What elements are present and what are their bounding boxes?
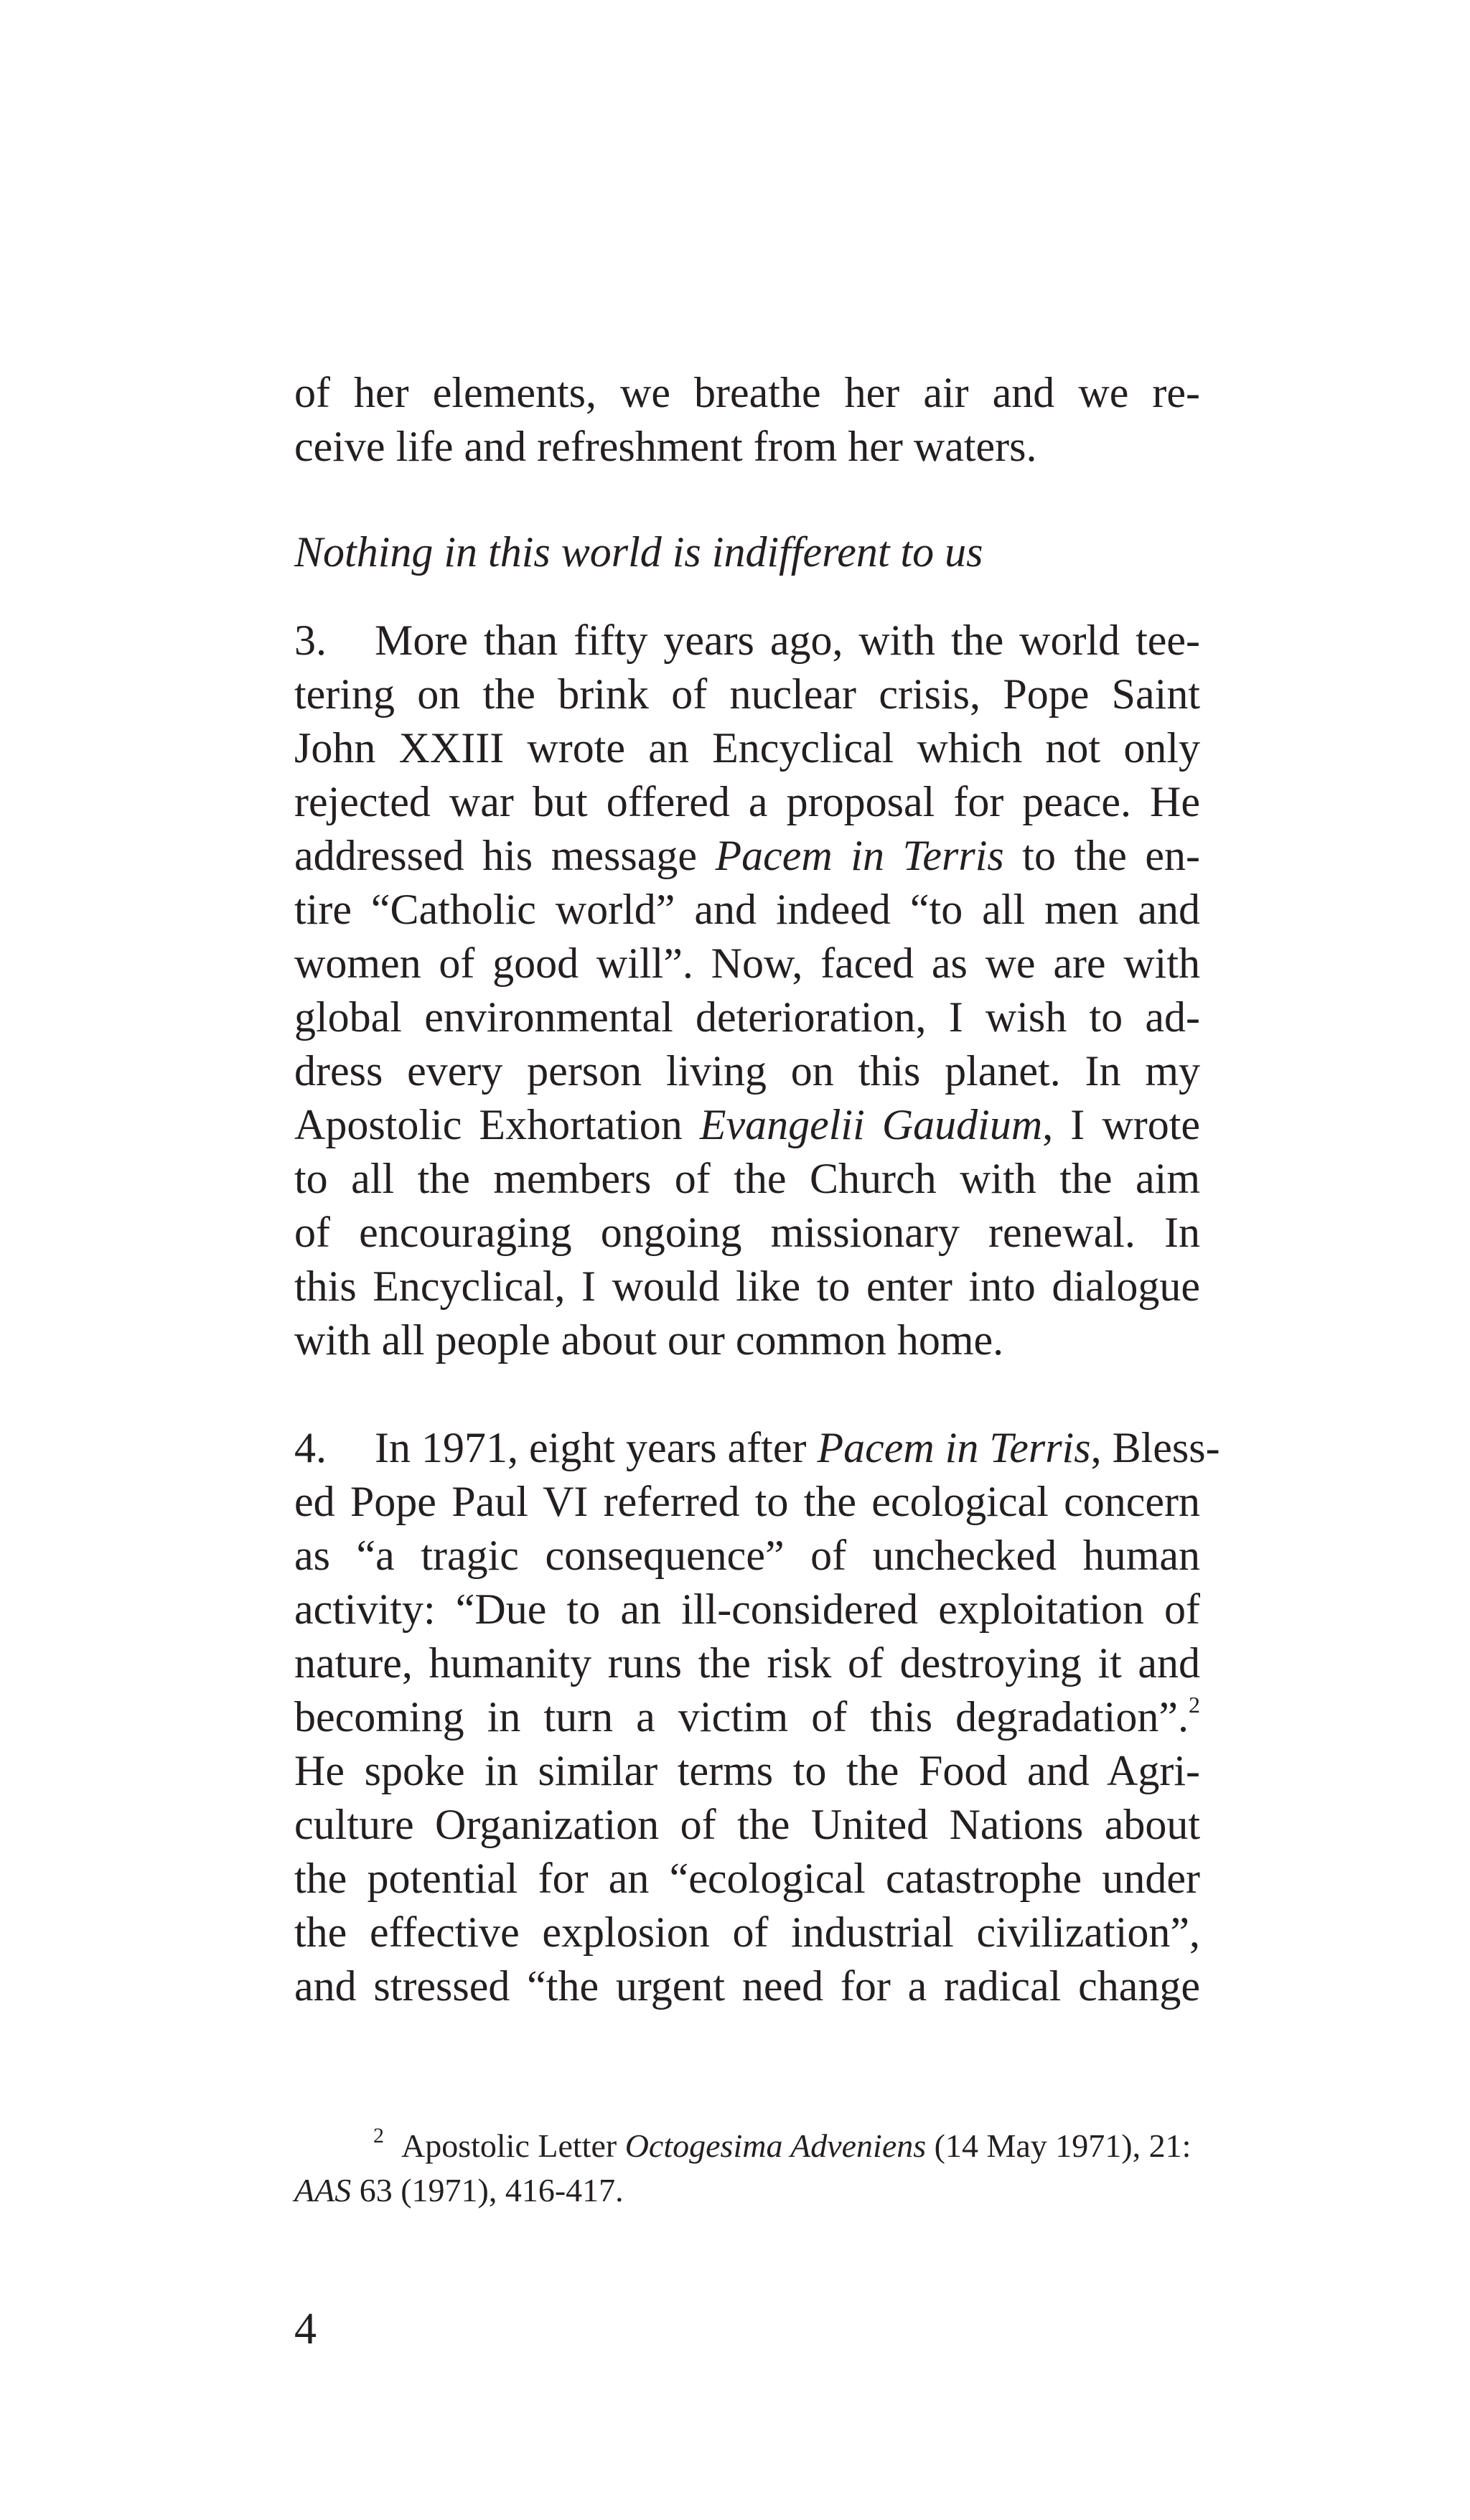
text-line [294, 1098, 1200, 1152]
text-line: with all people about our common home. [294, 1316, 1004, 1364]
paragraph-3 [294, 614, 1200, 1367]
footnote-line [294, 2168, 1200, 2213]
text-line: as “a tragic consequence” of unchecked human [294, 1532, 1200, 1579]
text-line: culture Organization of the United Nations about [294, 1801, 1200, 1848]
text-run: (14 May 1971), 21: [926, 2127, 1192, 2164]
text-line: to all the members of the Church with the aim [294, 1155, 1200, 1202]
text-line: and stressed “the urgent need for a radical change [294, 1962, 1200, 2010]
text-line: activity: “Due to an ill-considered exploitation of [294, 1585, 1200, 1633]
work-title: Octogesima Adveniens [624, 2127, 927, 2164]
text-line: ceive life and refreshment from her waters. [294, 423, 1037, 470]
text-line: global environmental deterioration, I wish to ad- [294, 993, 1200, 1041]
journal-abbreviation: AAS [294, 2172, 352, 2208]
paragraph-number: 4. [294, 1424, 327, 1471]
text-run: addressed his message [294, 832, 716, 879]
text-run: In 1971, eight years after [375, 1424, 818, 1471]
paragraph-4 [294, 1421, 1220, 2013]
footnote [294, 2124, 1200, 2213]
text-line [294, 1421, 1220, 1475]
text-line: women of good will”. Now, faced as we are with [294, 940, 1200, 987]
work-title: Evangelii Gaudium [699, 1101, 1043, 1148]
text-line: rejected war but offered a proposal for peace. He [294, 778, 1200, 825]
text-line: dress every person living on this planet. In my [294, 1047, 1200, 1095]
text-run: to the en- [1003, 832, 1200, 879]
section-heading: Nothing in this world is indifferent to us [294, 528, 983, 576]
text-run: becoming in turn a victim of this degradation”. [294, 1693, 1189, 1741]
text-run: Apostolic Letter [401, 2127, 625, 2164]
text-line: tering on the brink of nuclear crisis, Pope Saint [294, 670, 1200, 718]
text-line: ed Pope Paul VI referred to the ecological concern [294, 1478, 1200, 1525]
paragraph-number: 3. [294, 617, 327, 664]
text-line [294, 614, 1200, 668]
text-run: Apostolic Exhortation [294, 1101, 700, 1148]
text-line [294, 829, 1200, 883]
text-line [294, 1690, 1200, 1744]
text-run: 63 (1971), 416-417. [351, 2172, 624, 2208]
footnote-marker: 2 [373, 2124, 384, 2147]
text-line: of her elements, we breathe her air and we re- [294, 369, 1200, 416]
text-run: , Bless- [1090, 1424, 1220, 1471]
footnote-line [294, 2124, 1200, 2168]
footnote-reference[interactable]: 2 [1189, 1692, 1200, 1718]
work-title: Pacem in Terris [715, 832, 1004, 879]
text-run: , I wrote [1042, 1101, 1200, 1148]
text-line: tire “Catholic world” and indeed “to all men and [294, 886, 1200, 933]
work-title: Pacem in Terris [817, 1424, 1091, 1471]
text-line: nature, humanity runs the risk of destroying it and [294, 1639, 1200, 1687]
text-line: the effective explosion of industrial civilization”, [294, 1908, 1200, 1956]
page-number: 4 [294, 2305, 317, 2353]
text-line: He spoke in similar terms to the Food and Agri- [294, 1747, 1200, 1794]
text-line: the potential for an “ecological catastrophe under [294, 1855, 1200, 1902]
text-line: of encouraging ongoing missionary renewal. In [294, 1209, 1200, 1256]
text-run: More than fifty years ago, with the world tee- [375, 617, 1200, 664]
text-line: John XXIII wrote an Encyclical which not only [294, 724, 1200, 772]
paragraph-continuation [294, 366, 1200, 474]
text-line: this Encyclical, I would like to enter into dialogue [294, 1263, 1200, 1310]
